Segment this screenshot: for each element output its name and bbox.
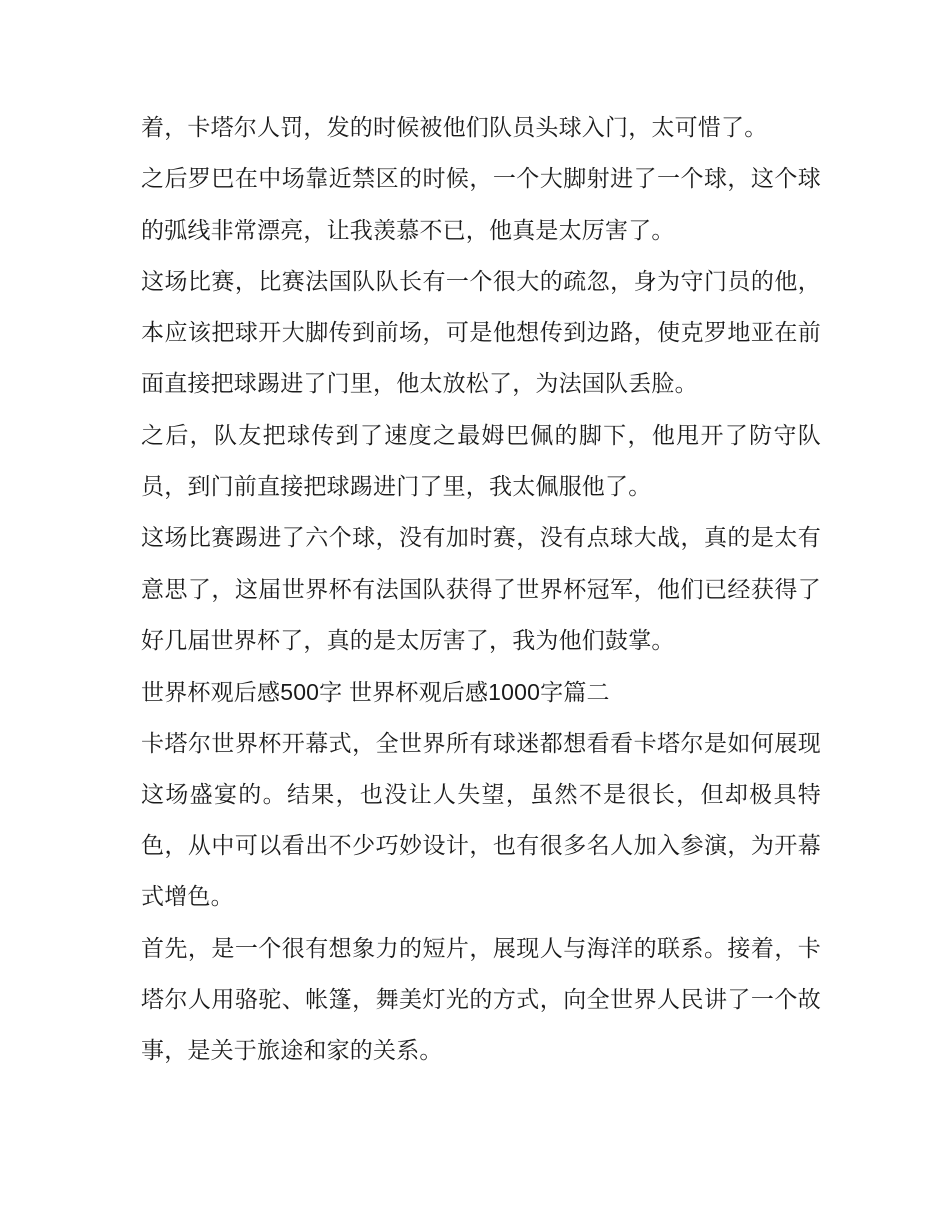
paragraph-long-shot-goal: 之后罗巴在中场靠近禁区的时候，一个大脚射进了一个球，这个球的弧线非常漂亮，让我羡慕不已，他真是太厉害了。 — [141, 166, 821, 244]
section-heading: 世界杯观后感500字 世界杯观后感1000字篇二 — [141, 679, 610, 706]
document-body — [141, 103, 821, 1078]
paragraph-penalty-header-goal: 着，卡塔尔人罚，发的时候被他们队员头球入门，太可惜了。 — [141, 115, 768, 141]
paragraph-match-summary: 这场比赛踢进了六个球，没有加时赛，没有点球大战，真的是太有意思了，这届世界杯有法国队获得了世界杯冠军，他们已经获得了好几届世界杯了，真的是太厉害了，我为他们鼓掌。 — [141, 525, 821, 654]
paragraph-goalkeeper-mistake: 这场比赛，比赛法国队队长有一个很大的疏忽，身为守门员的他，本应该把球开大脚传到前场，可是他想传到边路，使克罗地亚在前面直接把球踢进了门里，他太放松了，为法国队丢脸。 — [141, 268, 821, 398]
paragraph-short-film: 首先，是一个很有想象力的短片，展现人与海洋的联系。接着，卡塔尔人用骆驼、帐篷，舞美灯光的方式，向全世界人民讲了一个故事，是关于旅途和家的关系。 — [141, 935, 821, 1065]
paragraph-opening-ceremony: 卡塔尔世界杯开幕式，全世界所有球迷都想看看卡塔尔是如何展现这场盛宴的。结果，也没让人失望，虽然不是很长，但却极具特色，从中可以看出不少巧妙设计，也有很多名人加入参演，为开幕式增色。 — [141, 730, 821, 911]
paragraph-mbappe-goal: 之后，队友把球传到了速度之最姆巴佩的脚下，他甩开了防守队员，到门前直接把球踢进门了里，我太佩服他了。 — [141, 422, 821, 501]
